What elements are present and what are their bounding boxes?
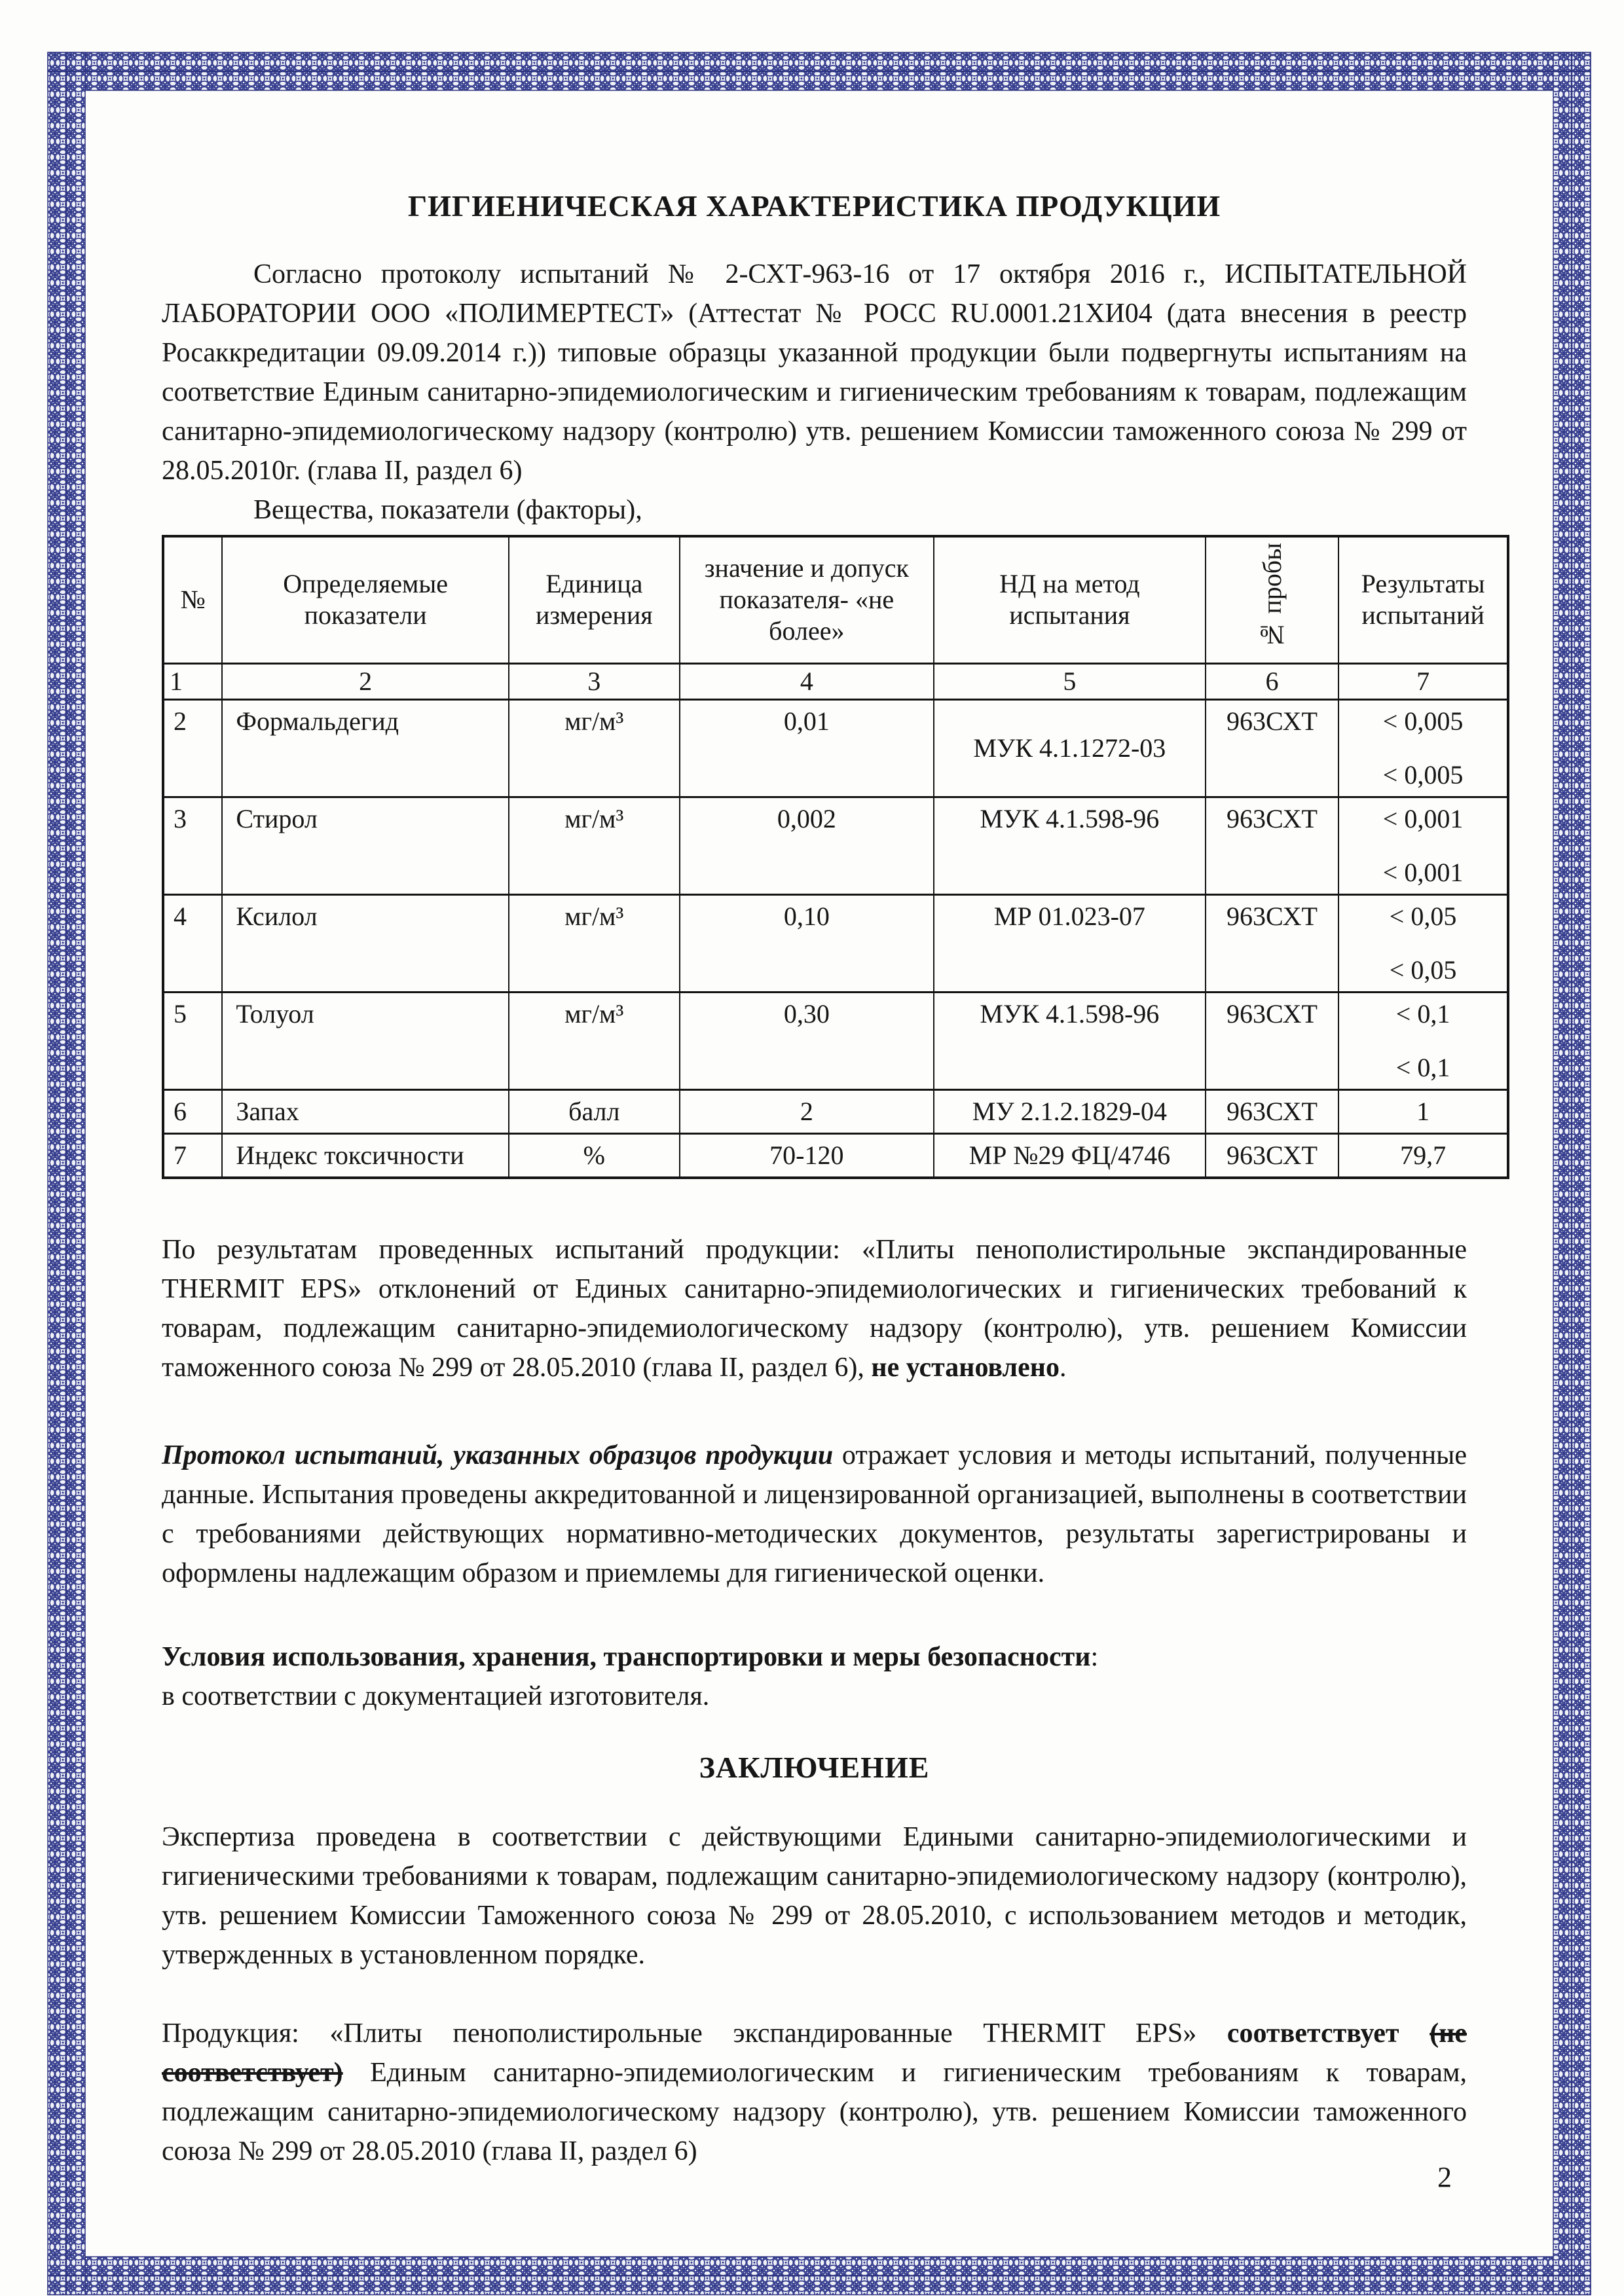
row-results (1338, 797, 1508, 894)
results-text-end: . (1059, 1352, 1067, 1383)
row-sample: 963СХТ (1206, 894, 1338, 992)
result-value: < 0,05 (1389, 901, 1457, 931)
col-header-method: НД на метод испытания (934, 536, 1206, 663)
test-results-table (162, 535, 1509, 1179)
row-num: 7 (163, 1133, 222, 1178)
col-number: 6 (1206, 663, 1338, 699)
table-row (163, 1089, 1508, 1133)
row-method: МУК 4.1.598-96 (934, 797, 1206, 894)
row-unit: мг/м³ (509, 797, 680, 894)
col-number: 7 (1338, 663, 1508, 699)
row-num: 5 (163, 992, 222, 1089)
row-results (1338, 894, 1508, 992)
table-row (163, 699, 1508, 797)
conditions-colon: : (1090, 1641, 1099, 1672)
conditions-heading-line (162, 1637, 1467, 1677)
result-value: < 0,001 (1382, 857, 1464, 887)
row-num: 4 (163, 894, 222, 992)
col-number: 5 (934, 663, 1206, 699)
result-value: < 0,001 (1382, 803, 1464, 833)
page-title: ГИГИЕНИЧЕСКАЯ ХАРАКТЕРИСТИКА ПРОДУКЦИИ (407, 189, 1221, 223)
table-caption: Вещества, показатели (факторы), (253, 495, 642, 525)
protocol-lead-bold-italic: Протокол испытаний, указанных образцов продукции (162, 1440, 834, 1470)
row-indicator: Формальдегид (222, 699, 509, 797)
results-verdict-bold: не установлено (871, 1352, 1060, 1383)
product-verdict-strikethrough: (не соответствует) (162, 2018, 1467, 2088)
row-limit: 0,002 (680, 797, 934, 894)
table-row (163, 1133, 1508, 1178)
column-number-row (163, 663, 1508, 699)
conclusion-heading: ЗАКЛЮЧЕНИЕ (699, 1750, 930, 1784)
row-results (1338, 1089, 1508, 1133)
col-number: 3 (509, 663, 680, 699)
row-indicator: Индекс токсичности (222, 1133, 509, 1178)
table-row (163, 797, 1508, 894)
col-number: 1 (163, 663, 222, 699)
row-limit: 0,30 (680, 992, 934, 1089)
col-header-indicators: Определяемые показатели (222, 536, 509, 663)
results-text: По результатам проведенных испытаний продукции: «Плиты пенополистирольные экспандированные THERMIT EPS» отклонений от Единых санитарно-эпидемиологических и гигиенических требований к товарам, подлежащим санитарно-эпидемиологическому надзору (контролю), утв. решением Комиссии таможенного союза № 299 от 28.05.2010 (глава II, раздел 6), (162, 1234, 1467, 1383)
table-row (163, 894, 1508, 992)
col-number: 2 (222, 663, 509, 699)
row-unit: мг/м³ (509, 894, 680, 992)
col-header-unit: Единица измерения (509, 536, 680, 663)
row-limit: 0,01 (680, 699, 934, 797)
row-sample: 963СХТ (1206, 699, 1338, 797)
row-method: МУК 4.1.598-96 (934, 992, 1206, 1089)
product-verdict-paragraph (162, 2014, 1467, 2171)
row-num: 2 (163, 699, 222, 797)
col-header-no: № (163, 536, 222, 663)
row-unit: % (509, 1133, 680, 1178)
row-unit: мг/м³ (509, 992, 680, 1089)
row-results (1338, 699, 1508, 797)
result-value: < 0,005 (1382, 706, 1464, 736)
row-num: 3 (163, 797, 222, 894)
intro-paragraph: Согласно протоколу испытаний № 2-СХТ-963-16 от 17 октября 2016 г., ИСПЫТАТЕЛЬНОЙ ЛАБОРАТОРИИ ООО «ПОЛИМЕРТЕСТ» (Аттестат № РОСС RU.0001.21ХИ04 (дата внесения в реестр Росаккредитации 09.09.2014 г.)) типовые образцы указанной продукции были подвергнуты испытаниям на соответствие Единым санитарно-эпидемиологическим и гигиеническим требованиям к товарам, подлежащим санитарно-эпидемиологическому надзору (контролю) утв. решением Комиссии таможенного союза № 299 от 28.05.2010г. (глава II, раздел 6) (162, 259, 1467, 486)
row-method: МУ 2.1.2.1829-04 (934, 1089, 1206, 1133)
product-text: Продукция: «Плиты пенополистирольные экспандированные THERMIT EPS» (162, 2018, 1227, 2049)
row-indicator: Стирол (222, 797, 509, 894)
row-method: МУК 4.1.1272-03 (934, 699, 1206, 797)
table-row (163, 992, 1508, 1089)
result-value: 1 (1416, 1096, 1430, 1126)
result-value: < 0,05 (1389, 955, 1457, 985)
table-header-row (163, 536, 1508, 663)
col-header-sample (1206, 536, 1338, 663)
conditions-bold: Условия использования, хранения, транспортировки и меры безопасности (162, 1641, 1091, 1672)
row-sample: 963СХТ (1206, 1133, 1338, 1178)
result-value: 79,7 (1400, 1140, 1447, 1170)
row-indicator: Ксилол (222, 894, 509, 992)
row-results (1338, 992, 1508, 1089)
row-limit: 2 (680, 1089, 934, 1133)
result-value: < 0,1 (1395, 1052, 1450, 1082)
col-number: 4 (680, 663, 934, 699)
row-method: МР №29 ФЦ/4746 (934, 1133, 1206, 1178)
document-content (162, 90, 1485, 2171)
conditions-value: в соответствии с документацией изготовителя. (162, 1681, 710, 1711)
row-indicator: Запах (222, 1089, 509, 1133)
product-text-rest: Единым санитарно-эпидемиологическим и гигиеническим требованиям к товарам, подлежащим санитарно-эпидемиологическому надзору (контролю), утв. решением Комиссии таможенного союза № 299 от 28.05.2010 (глава II, раздел 6) (162, 2057, 1467, 2166)
row-sample: 963СХТ (1206, 1089, 1338, 1133)
conditions-block (162, 1637, 1467, 1716)
row-num: 6 (163, 1089, 222, 1133)
row-unit: мг/м³ (509, 699, 680, 797)
protocol-text: отражает условия и методы испытаний, полученные данные. Испытания проведены аккредитованной и лицензированной организацией, выполнены в соответствии с требованиями действующих нормативно-методических документов, результаты зарегистрированы и оформлены надлежащим образом и приемлемы для гигиенической оценки. (162, 1440, 1467, 1588)
row-sample: 963СХТ (1206, 797, 1338, 894)
result-value: < 0,005 (1382, 759, 1464, 790)
row-indicator: Толуол (222, 992, 509, 1089)
row-limit: 0,10 (680, 894, 934, 992)
row-sample: 963СХТ (1206, 992, 1338, 1089)
row-limit: 70-120 (680, 1133, 934, 1178)
row-method: МР 01.023-07 (934, 894, 1206, 992)
col-header-results: Результаты испытаний (1338, 536, 1508, 663)
expertise-paragraph: Экспертиза проведена в соответствии с действующими Едиными санитарно-эпидемиологическими и гигиеническими требованиями к товарам, подлежащим санитарно-эпидемиологическому надзору (контролю), утв. решением Комиссии Таможенного союза № 299 от 28.05.2010, с использованием методов и методик, утвержденных в установленном порядке. (162, 1821, 1467, 1970)
result-value: < 0,1 (1395, 998, 1450, 1029)
page-number: 2 (1437, 2161, 1452, 2193)
product-verdict-bold: соответствует (1227, 2018, 1430, 2049)
results-paragraph (162, 1230, 1467, 1387)
rotated-sample-label: № пробы (1257, 543, 1287, 650)
protocol-paragraph (162, 1436, 1467, 1593)
row-results (1338, 1133, 1508, 1178)
col-header-limit: значение и допуск показателя- «не более» (680, 536, 934, 663)
row-unit: балл (509, 1089, 680, 1133)
